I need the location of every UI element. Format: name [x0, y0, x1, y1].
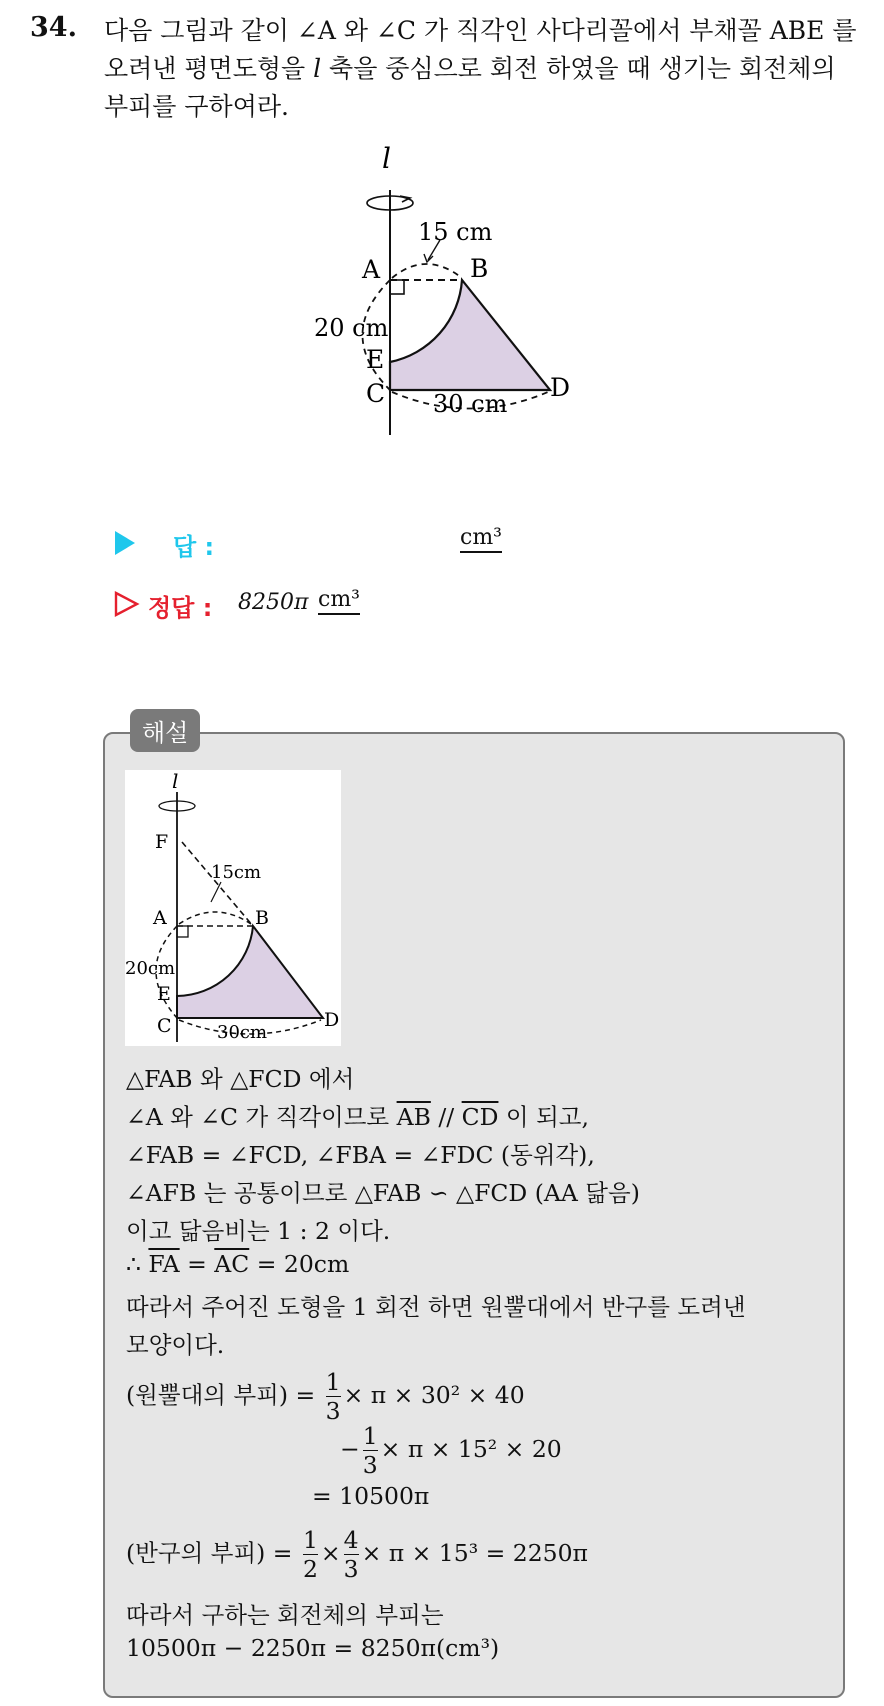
frustum-volume-line: [126, 1368, 525, 1425]
fraction-one-third-b: $\frac{1}{3}$: [362, 1422, 378, 1479]
correct-arrow-icon: [113, 590, 141, 618]
solution-axis-label: l: [172, 769, 179, 793]
fraction-one-third: $\frac{1}{3}$: [325, 1368, 341, 1425]
dashed-fb: [182, 842, 253, 926]
frustum-result: = 10500π: [312, 1482, 430, 1510]
correct-label: 정답 :: [148, 594, 213, 622]
figure-shaded-region: [390, 280, 550, 390]
frustum-expr-a: × π × 30² × 40: [343, 1381, 525, 1409]
question-number: 34.: [30, 12, 77, 43]
question-text-part2: 축을 중심으로 회전 하였을 때 생기는 회전체의 부피를 구하여라.: [104, 54, 836, 121]
label-c: C: [366, 379, 386, 408]
solution-line-8: 모양이다.: [126, 1331, 225, 1359]
answer-arrow-icon: [113, 529, 137, 557]
solution-line-4: ∠AFB 는 공통이므로 △FAB ∽ △FCD (AA 닮음): [126, 1179, 640, 1207]
axis-symbol: l: [313, 54, 322, 83]
solution-line-6-part-b: = 20cm: [249, 1250, 350, 1278]
label-15cm: 15 cm: [418, 218, 493, 246]
minus-sign: −: [340, 1435, 360, 1463]
segment-cd: $\overline{CD}$: [461, 1103, 499, 1131]
segment-ab: $\overline{AB}$: [396, 1103, 431, 1131]
label-b: B: [470, 254, 489, 283]
solution-tag: 해설: [130, 709, 200, 752]
fraction-four-thirds: $\frac{4}{3}$: [343, 1526, 359, 1583]
hemisphere-volume-label: (반구의 부피) =: [126, 1539, 300, 1567]
label-d: D: [550, 373, 571, 402]
solution-line-7: 따라서 주어진 도형을 1 회전 하면 원뿔대에서 반구를 도려낸: [126, 1293, 746, 1321]
hemisphere-expr: × π × 15³ = 2250π: [361, 1539, 589, 1567]
question-text: [104, 12, 864, 126]
solution-label-30cm: 30cm: [217, 1022, 268, 1043]
solution-line-1: △FAB 와 △FCD 에서: [126, 1065, 355, 1093]
axis-label: l: [382, 142, 391, 175]
frustum-subtract-line: [340, 1422, 562, 1479]
correct-value: 8250π: [238, 590, 309, 615]
solution-final-2: 10500π − 2250π = 8250π(cm³): [126, 1634, 500, 1662]
therefore-symbol: ∴: [126, 1250, 149, 1278]
label-30cm: 30 cm: [433, 390, 508, 418]
solution-line-2: [126, 1098, 589, 1132]
label-e: E: [366, 345, 385, 374]
solution-label-a: A: [153, 907, 167, 929]
question-text-part1: 다음 그림과 같이 ∠A 와 ∠C 가 직각인 사다리꼴에서 부채꼴 ABE 를 오려낸 평면도형을: [104, 16, 857, 83]
right-angle-mark: [390, 280, 404, 294]
solution-line-3: ∠FAB = ∠FCD, ∠FBA = ∠FDC (동위각),: [126, 1141, 595, 1169]
solution-line-2-part-a: ∠A 와 ∠C 가 직각이므로: [126, 1103, 397, 1131]
correct-unit: cm³: [318, 587, 360, 615]
hemisphere-volume-line: [126, 1526, 588, 1583]
solution-label-20cm: 20cm: [125, 958, 176, 979]
answer-label: 답 :: [173, 533, 215, 561]
solution-label-e: E: [157, 983, 171, 1005]
label-a: A: [362, 255, 381, 284]
frustum-volume-label: (원뿔대의 부피) =: [126, 1381, 323, 1409]
solution-label-15cm: 15cm: [211, 862, 262, 883]
solution-label-d: D: [324, 1009, 340, 1031]
main-figure: [314, 142, 650, 480]
answer-unit: cm³: [460, 525, 502, 553]
equals-sign: =: [179, 1250, 215, 1278]
segment-fa: $\overline{FA}$: [148, 1250, 180, 1278]
times-sign: ×: [320, 1539, 341, 1567]
frustum-expr-b: × π × 15² × 20: [380, 1435, 562, 1463]
solution-figure: [125, 770, 341, 1046]
parallel-symbol: //: [430, 1103, 462, 1131]
label-20cm: 20 cm: [314, 314, 389, 342]
solution-label-c: C: [157, 1015, 172, 1037]
solution-line-5: 이고 닮음비는 1 : 2 이다.: [126, 1217, 391, 1245]
fraction-one-half: $\frac{1}{2}$: [302, 1526, 318, 1583]
solution-line-2-part-b: 이 되고,: [498, 1103, 589, 1131]
solution-figure-shaded: [177, 926, 323, 1018]
dashed-arc-15: [392, 264, 462, 278]
solution-label-b: B: [255, 907, 269, 929]
solution-label-f: F: [155, 831, 169, 853]
segment-ac: $\overline{AC}$: [214, 1250, 250, 1278]
solution-final-1: 따라서 구하는 회전체의 부피는: [126, 1601, 444, 1629]
solution-line-6: [126, 1250, 349, 1278]
